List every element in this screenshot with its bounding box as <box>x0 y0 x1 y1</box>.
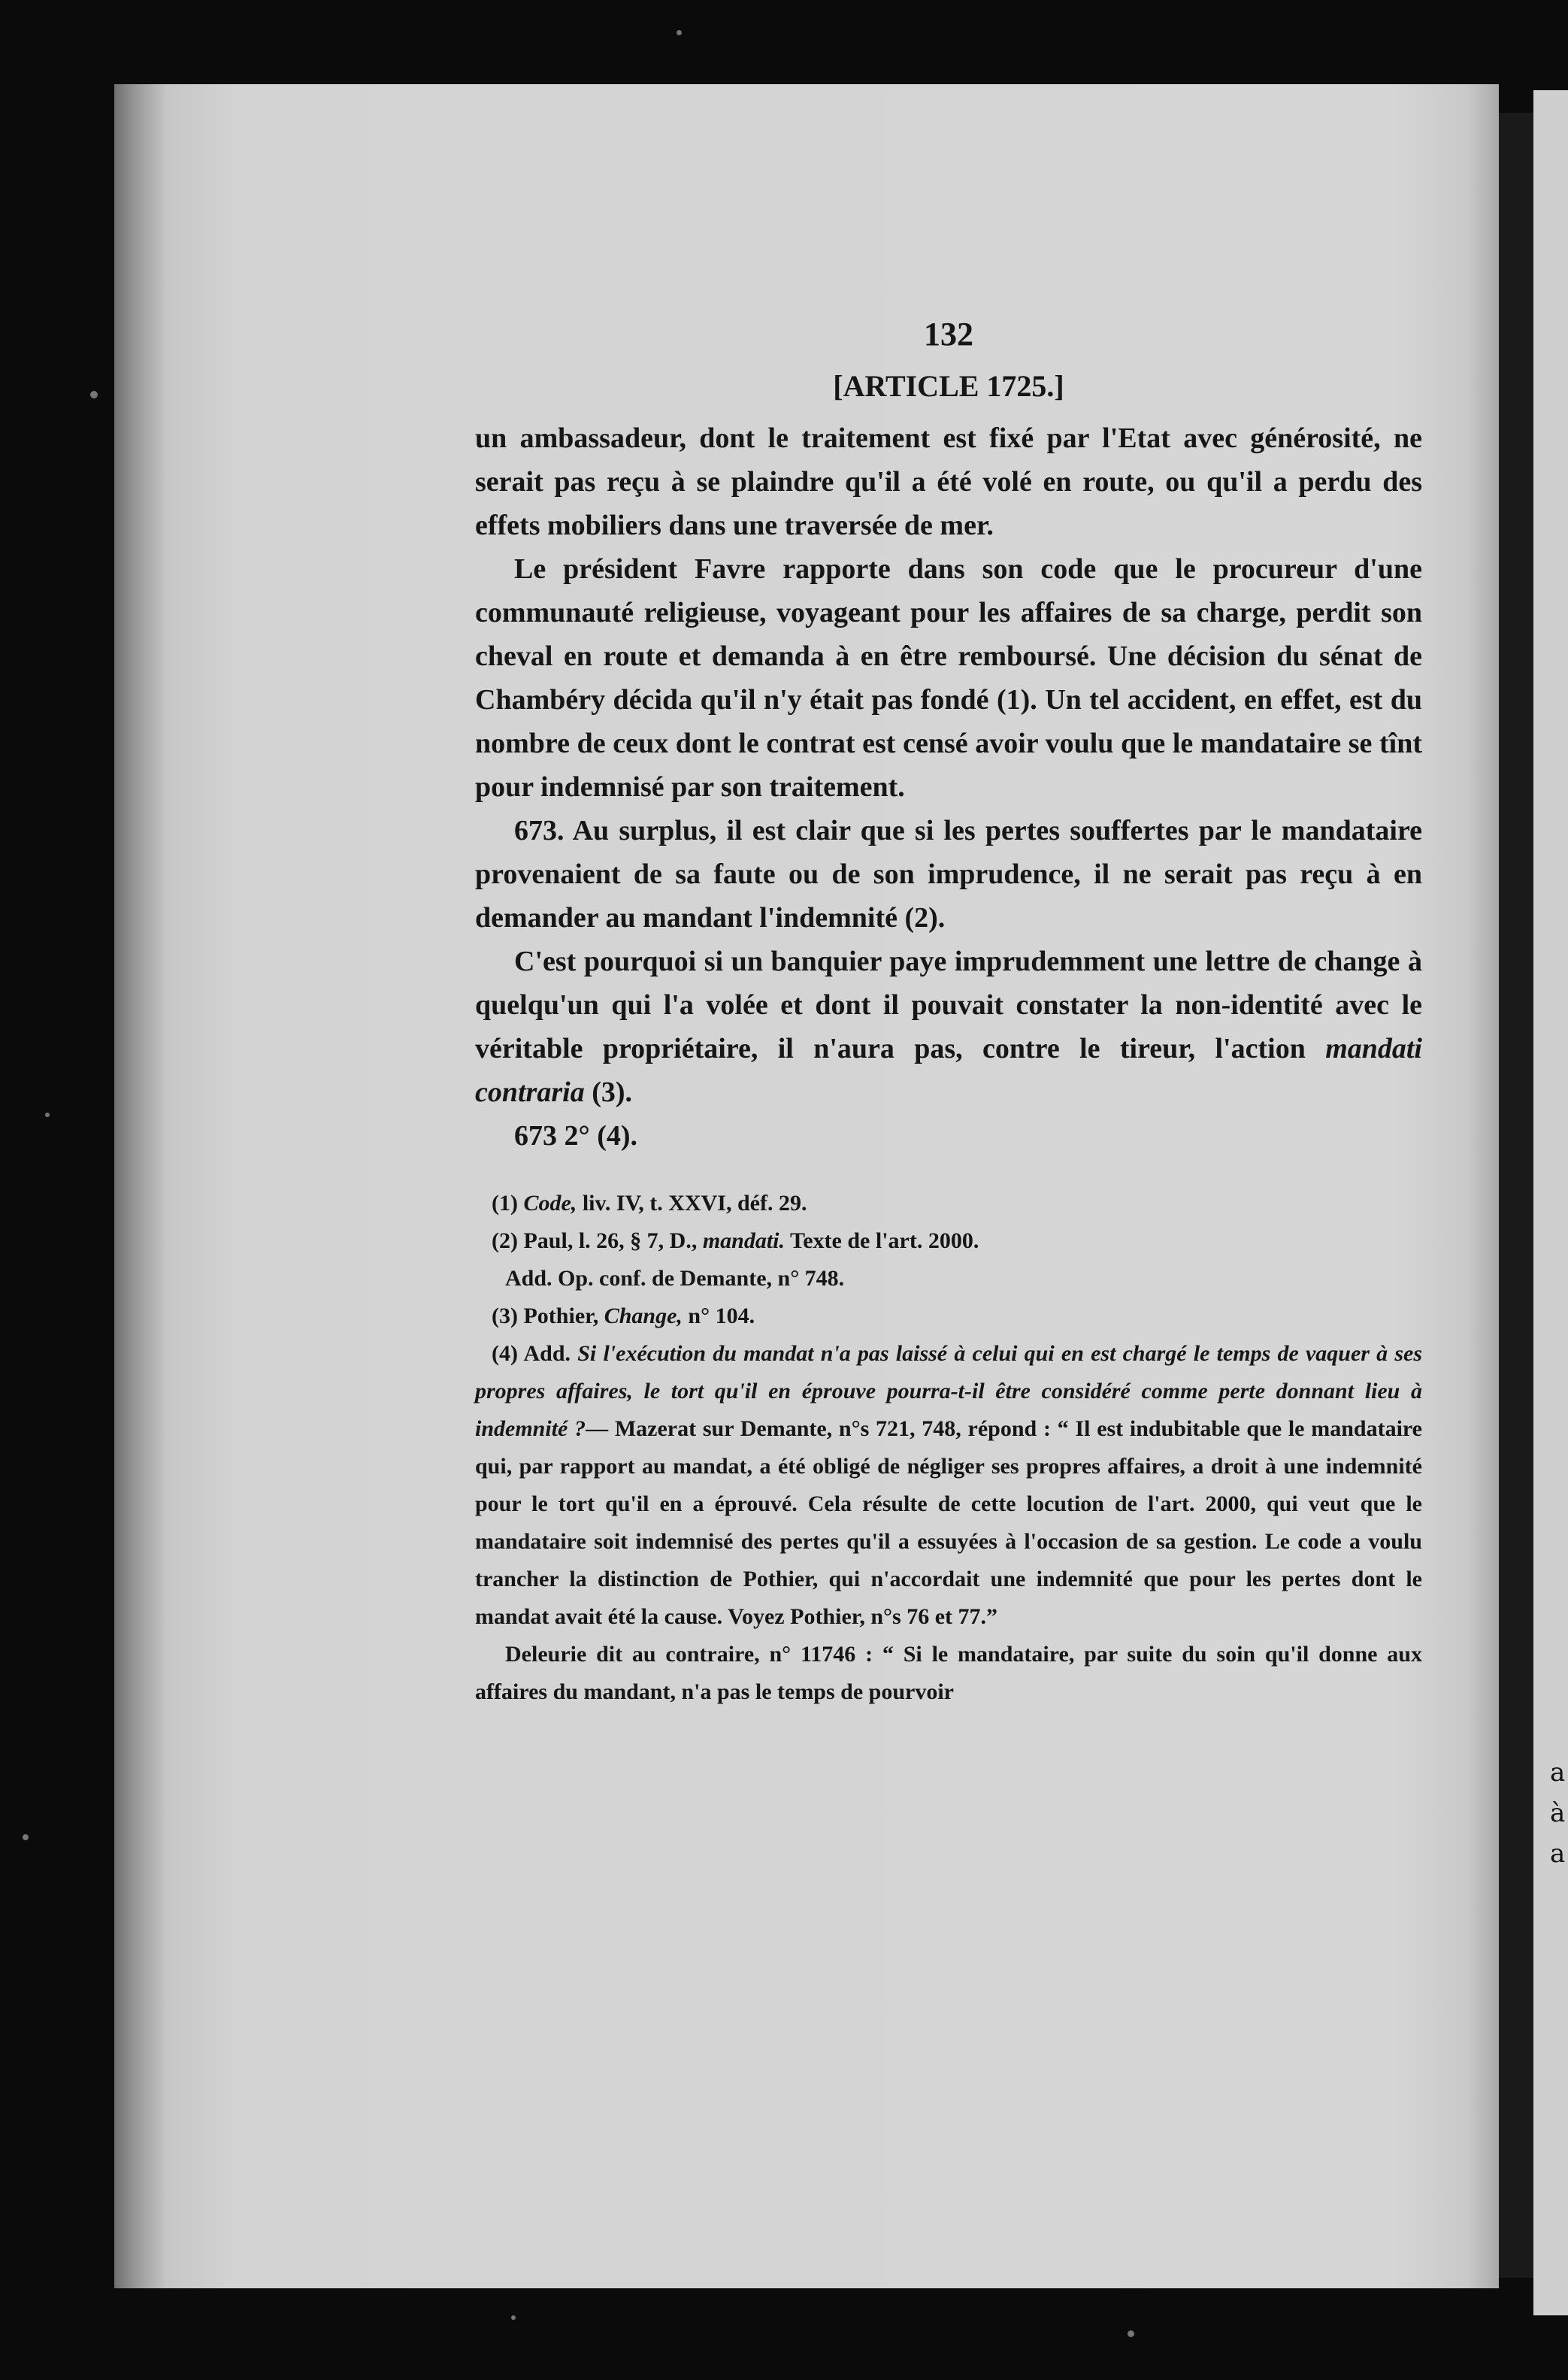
paragraph-banquier <box>475 940 1422 1114</box>
footnotes <box>475 1185 1422 1711</box>
paragraph-1: un ambassadeur, dont le traitement est fixé par l'Etat avec générosité, ne serait pas reçu à se plaindre qu'il a été volé en route, ou qu'il a perdu des effets mobiliers dans une traversée de mer. <box>475 422 1422 541</box>
noise-speck <box>677 30 682 35</box>
footnote-1-number: (1) <box>492 1191 524 1216</box>
footnote-3-rest: n° 104. <box>682 1304 755 1328</box>
footnote-1-text: liv. IV, t. XXVI, déf. 29. <box>577 1191 807 1216</box>
running-head: [ARTICLE 1725.] <box>833 369 1064 403</box>
margin-letter: à <box>1550 1798 1566 1828</box>
footnote-4-text: — Mazerat sur Demante, n°s 721, 748, répond : “ Il est indubitable que le mandataire qui, par rapport au mandat, a été obligé de négliger ses propres affaires, a droit à une indemnité pour le tort qu'il en a éprouvé. Cela résulte de cette locution de l'art. 2000, qui veut que le mandataire soit indemnisé des pertes qu'il a essuyées à l'occasion de sa gestion. Le code a voulu trancher la distinction de Pothier, qui n'accordait une indemnité que pour les pertes dont le mandat avait été la cause. Voyez Pothier, n°s 76 et 77.” <box>475 1416 1422 1629</box>
footnote-4 <box>475 1335 1422 1636</box>
footnote-3-text: (3) Pothier, <box>492 1304 604 1328</box>
noise-speck <box>23 1834 29 1840</box>
paragraph-banquier-end: (3). <box>584 1076 633 1108</box>
paragraph-banquier-text: C'est pourquoi si un banquier paye imprudemment une lettre de change à quelqu'un qui l'a volée et dont il pouvait constater la non-identité avec le véritable propriétaire, il n'aura pas, contre le tireur, l'action <box>475 946 1422 1064</box>
footnote-3 <box>475 1297 1422 1335</box>
margin-letter: a <box>1550 1839 1566 1869</box>
footnote-2-text: (2) Paul, l. 26, § 7, D., <box>492 1228 703 1253</box>
footnote-2-continued: Add. Op. conf. de Demante, n° 748. <box>505 1266 845 1291</box>
footnote-4-label: (4) Add. <box>492 1341 578 1366</box>
page-number: 132 <box>924 316 973 353</box>
paragraph-673-2: 673 2° (4). <box>514 1120 638 1152</box>
margin-letter: a <box>1550 1758 1566 1788</box>
footnote-1 <box>475 1185 1422 1222</box>
latin-term: mandati contraria <box>475 1033 1422 1108</box>
noise-speck <box>1128 2330 1134 2337</box>
footnote-2-title: mandati. <box>702 1228 786 1253</box>
footnote-2 <box>475 1222 1422 1260</box>
footnote-1-title: Code, <box>523 1191 577 1216</box>
page-text <box>475 316 1422 1711</box>
footnote-4-continued: Deleurie dit au contraire, n° 11746 : “ Si le mandataire, par suite du soin qu'il donne aux affaires du mandant, n'a pas le temps de pourvoir <box>475 1642 1422 1704</box>
footnote-3-title: Change, <box>604 1304 683 1328</box>
paragraph-673: 673. Au surplus, il est clair que si les pertes souffertes par le mandataire provenaient de sa faute ou de son imprudence, il ne serait pas reçu à en demander au mandant l'indemnité (2). <box>475 815 1422 934</box>
noise-speck <box>511 2315 516 2320</box>
adjacent-page-edge <box>1533 90 1568 2315</box>
paragraph-2: Le président Favre rapporte dans son code que le procureur d'une communauté religieuse, voyageant pour les affaires de sa charge, perdit son cheval en route et demanda à en être remboursé. Une décision du sénat de Chambéry décida qu'il n'y était pas fondé (1). Un tel accident, en effet, est du nombre de ceux dont le contrat est censé avoir voulu que le mandataire se tînt pour indemnisé par son traitement. <box>475 553 1422 803</box>
footnote-2-rest: Texte de l'art. 2000. <box>785 1228 979 1253</box>
noise-speck <box>90 391 98 398</box>
noise-speck <box>45 1113 50 1117</box>
footnote-4-question: Si l'exécution du mandat n'a pas laissé à celui qui en est chargé le temps de vaquer à ses propres affaires, le tort qu'il en éprouve pourra-t-il être considéré comme perte donnant lieu à indemnité ? <box>475 1341 1422 1441</box>
